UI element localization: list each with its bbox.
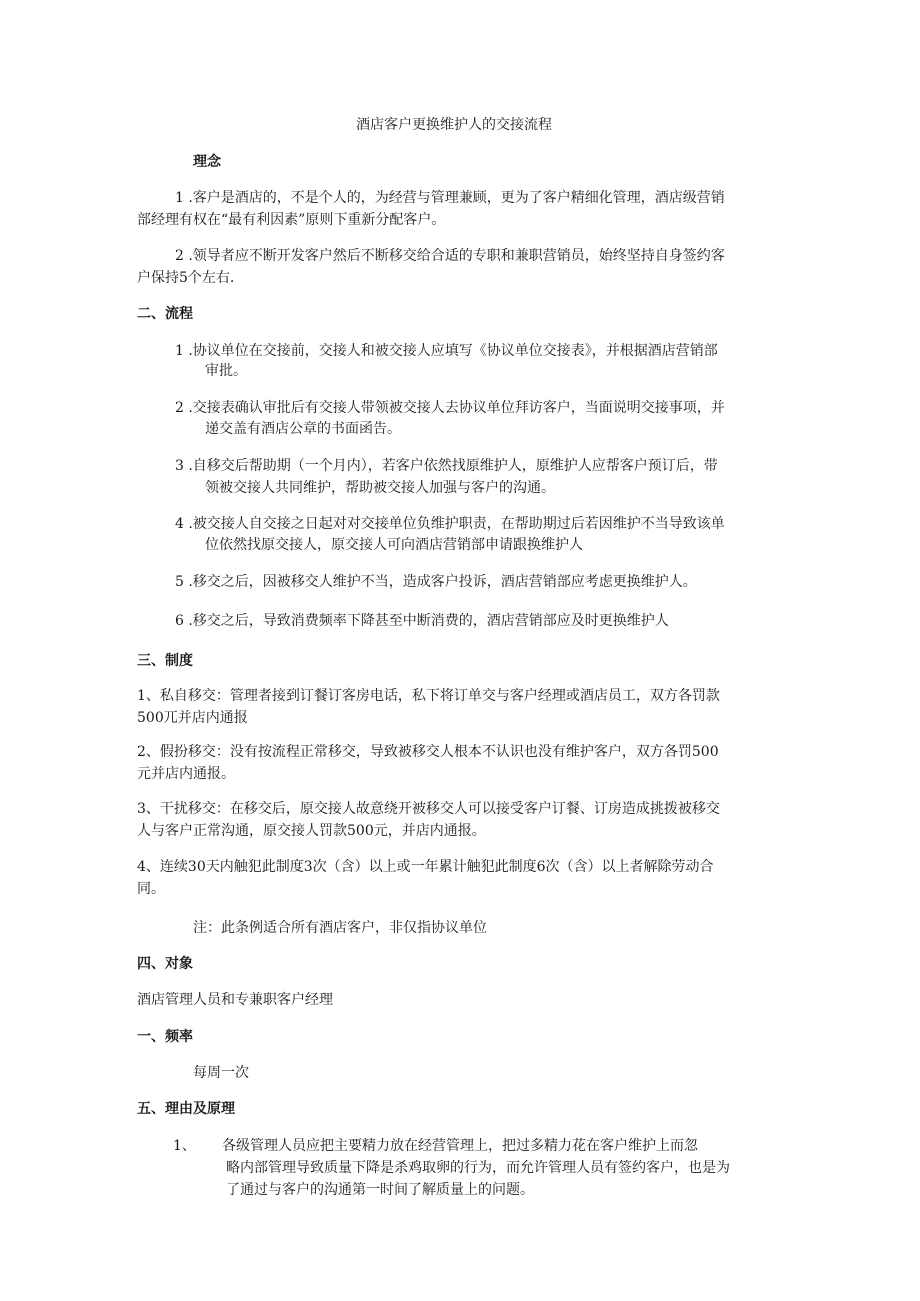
reason-line-1: 各级管理人员应把主要精力放在经营管理上，把过多精力花在客户维护上而忽	[222, 1138, 698, 1154]
concept-paragraph-1-line-1: 1 .客户是酒店的，不是个人的，为经营与管理兼顾，更为了客户精细化管理，酒店级营销	[175, 190, 725, 206]
concept-paragraph-2-line-1: 2 .领导者应不断开发客户然后不断移交给合适的专职和兼职营销员，始终坚持自身签约客	[175, 248, 725, 264]
process-item-4-line-1: 4 .被交接人自交接之日起对对交接单位负维护职责，在帮助期过后若因维护不当导致该单	[175, 516, 725, 532]
section-heading-target: 四、对象	[137, 956, 193, 972]
rule-4-line-1: 4、连续30天内触犯此制度3次（含）以上或一年累计触犯此制度6次（含）以上者解除劳动合	[137, 859, 714, 875]
section-heading-concept: 理念	[193, 154, 221, 170]
process-item-1-line-2: 审批。	[205, 363, 247, 379]
rule-4-line-2: 同。	[137, 881, 165, 897]
process-item-3-line-2: 领被交接人共同维护，帮助被交接人加强与客户的沟通。	[205, 480, 555, 496]
section-heading-rules: 三、制度	[137, 653, 193, 669]
process-item-1-line-1: 1 .协议单位在交接前，交接人和被交接人应填写《协议单位交接表》，并根据酒店营销部	[175, 343, 718, 359]
section-heading-process: 二、流程	[137, 306, 193, 322]
reason-line-2: 略内部管理导致质量下降是杀鸡取卵的行为，而允许管理人员有签约客户，也是为	[226, 1160, 730, 1176]
process-item-6: 6 .移交之后，导致消费频率下降甚至中断消费的，酒店营销部应及时更换维护人	[175, 613, 669, 629]
process-item-2-line-2: 递交盖有酒店公章的书面函告。	[205, 421, 401, 437]
frequency-text: 每周一次	[193, 1065, 249, 1081]
rule-3-line-1: 3、干扰移交：在移交后，原交接人故意绕开被移交人可以接受客户订餐、订房造成挑拨被移交	[137, 801, 720, 817]
reason-number: 1、	[173, 1138, 196, 1154]
process-item-5: 5 .移交之后，因被移交人维护不当，造成客户投诉，酒店营销部应考虑更换维护人。	[175, 574, 697, 590]
rule-1-line-2: 500兀并店内通报	[137, 710, 248, 726]
process-item-3-line-1: 3 .自移交后帮助期（一个月内），若客户依然找原维护人，原维护人应帮客户预订后，带	[175, 458, 718, 474]
concept-paragraph-1-line-2: 部经理有权在“最有利因素”原则下重新分配客户。	[137, 212, 446, 228]
rule-3-line-2: 人与客户正常沟通，原交接人罚款500元，并店内通报。	[137, 823, 486, 839]
concept-paragraph-2-line-2: 户保持5个左右.	[137, 270, 235, 286]
target-text: 酒店管理人员和专兼职客户经理	[137, 992, 333, 1008]
rule-2-line-1: 2、假扮移交：没有按流程正常移交，导致被移交人根本不认识也没有维护客户，双方各罚500	[137, 744, 719, 760]
rule-1-line-1: 1、私自移交：管理者接到订餐订客房电话，私下将订单交与客户经理或酒店员工，双方各罚款	[137, 688, 720, 704]
process-item-2-line-1: 2 .交接表确认审批后有交接人带领被交接人去协议单位拜访客户，当面说明交接事项，并	[175, 400, 725, 416]
document-title: 酒店客户更换维护人的交接流程	[356, 117, 552, 133]
section-heading-frequency: 一、频率	[137, 1029, 193, 1045]
rules-note: 注：此条例适合所有酒店客户，非仅指协议单位	[193, 920, 487, 936]
reason-line-3: 了通过与客户的沟通第一时间了解质量上的问题。	[226, 1182, 534, 1198]
rule-2-line-2: 元并店内通报。	[137, 766, 235, 782]
process-item-4-line-2: 位依然找原交接人，原交接人可向酒店营销部申请跟换维护人	[205, 537, 583, 553]
section-heading-reasons: 五、理由及原理	[137, 1101, 235, 1117]
